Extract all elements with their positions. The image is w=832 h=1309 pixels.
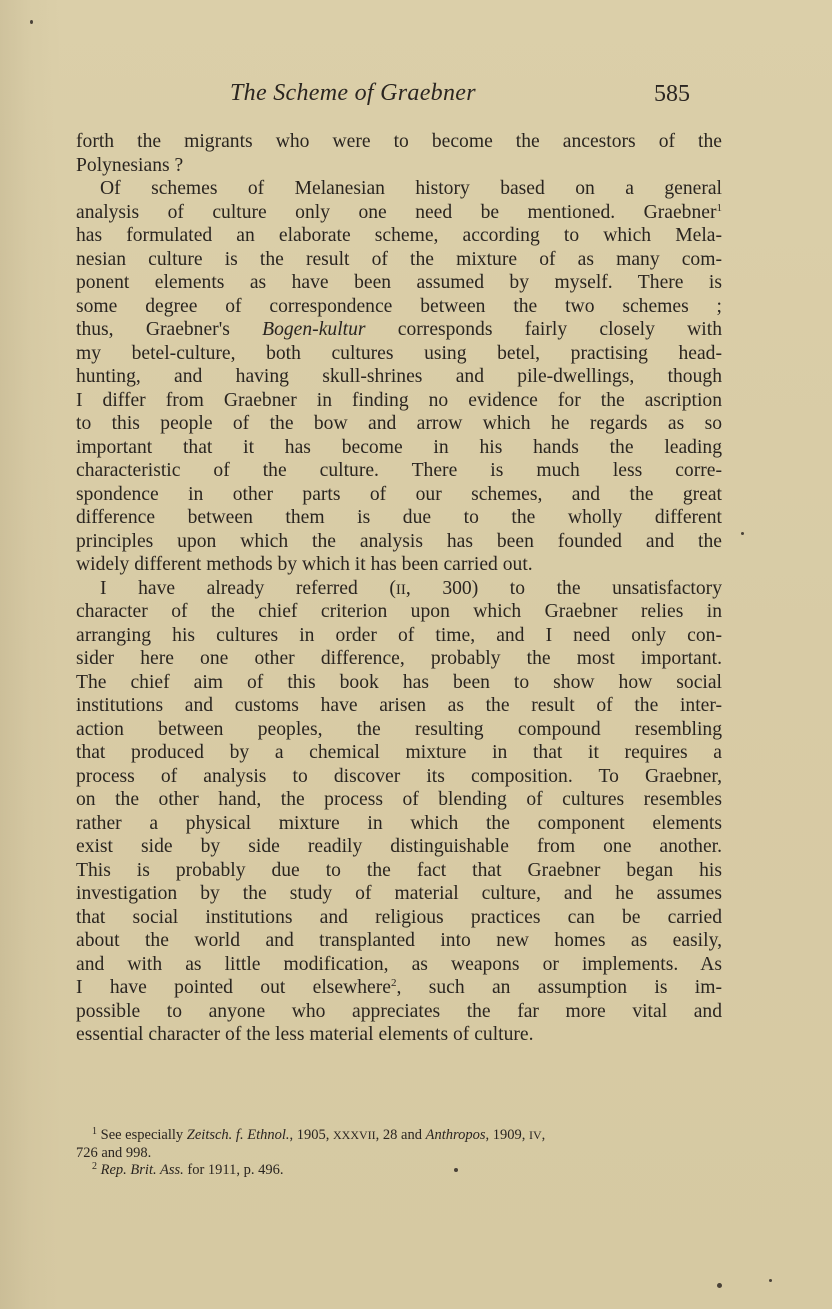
text-span: , <box>541 1127 546 1143</box>
text-line: characteristic of the culture. There is much less corre- <box>76 460 722 481</box>
text-line: difference between them is due to the wholly different <box>76 507 722 528</box>
text-span: , 300) to the unsatisfactory <box>405 577 722 599</box>
volume-numeral: II <box>395 581 406 598</box>
text-line: widely different methods by which it has been carried out. <box>76 554 533 575</box>
text-line: rather a physical mixture in which the component elements <box>76 812 722 834</box>
text-line <box>76 577 722 601</box>
volume-numeral: XXXVII <box>333 1128 376 1142</box>
text-line: nesian culture is the result of the mixture of as many com- <box>76 248 722 270</box>
scan-speck <box>454 1168 458 1172</box>
text-span: I have already referred ( <box>100 577 396 599</box>
text-line: that produced by a chemical mixture in that it requires a <box>76 742 722 763</box>
text-line: investigation by the study of material culture, and he assumes <box>76 883 722 904</box>
text-line: hunting, and having skull-shrines and pile-dwellings, though <box>76 366 722 387</box>
text-line: This is probably due to the fact that Graebner began his <box>76 859 722 881</box>
text-line: sider here one other difference, probably the most important. <box>76 648 722 669</box>
text-line: essential character of the less material elements of culture. <box>76 1024 534 1045</box>
text-line: action between peoples, the resulting compound resembling <box>76 718 722 740</box>
text-span: , 1905, <box>289 1127 334 1143</box>
footnote-2 <box>76 1162 722 1180</box>
text-line: about the world and transplanted into new homes as easily, <box>76 930 722 951</box>
text-line: forth the migrants who were to become the ancestors of the <box>76 131 722 152</box>
text-line: process of analysis to discover its composition. To Graebner, <box>76 765 722 787</box>
text-line: principles upon which the analysis has been founded and the <box>76 530 722 552</box>
text-span: , 28 and <box>375 1127 426 1143</box>
footnote-ref-2[interactable]: 2 <box>390 977 397 989</box>
footnote-1-continuation: 726 and 998. <box>76 1144 152 1161</box>
paragraph-2 <box>76 177 722 577</box>
footnote-1 <box>76 1127 722 1145</box>
text-span: I have pointed out elsewhere <box>76 977 391 998</box>
page-number: 585 <box>654 81 690 107</box>
text-line: important that it has become in his hands the leading <box>76 436 722 458</box>
text-line: some degree of correspondence between the two schemes ; <box>76 295 722 317</box>
running-title: The Scheme of Graebner <box>230 80 476 106</box>
text-line: Of schemes of Melanesian history based on a general <box>100 178 722 199</box>
text-line: and with as little modification, as weapons or implements. As <box>76 953 722 975</box>
scan-speck <box>741 532 744 535</box>
text-line: my betel-culture, both cultures using betel, practising head- <box>76 342 722 364</box>
body-text <box>76 130 722 1047</box>
scan-speck <box>769 1279 772 1282</box>
footnote-marker: 1 <box>92 1126 97 1137</box>
text-span: , 1909, <box>485 1127 529 1143</box>
footnote-marker: 2 <box>92 1161 97 1172</box>
text-span: for 1911, p. 496. <box>183 1162 284 1178</box>
text-line <box>76 318 722 342</box>
volume-numeral: IV <box>529 1128 542 1142</box>
scan-speck <box>717 1283 722 1288</box>
text-span: analysis of culture only one need be mentioned. Graebner <box>76 201 717 223</box>
text-line: spondence in other parts of our schemes, and the great <box>76 483 722 505</box>
paragraph-3 <box>76 577 722 1047</box>
text-line: I differ from Graebner in finding no evidence for the ascription <box>76 389 722 411</box>
text-span: See especially <box>100 1127 187 1143</box>
text-line <box>76 976 722 1000</box>
text-span: corresponds fairly closely with <box>365 319 722 340</box>
text-line: arranging his cultures in order of time, and I need only con- <box>76 624 722 646</box>
text-line: ponent elements as have been assumed by myself. There is <box>76 272 722 293</box>
text-line: institutions and customs have arisen as the result of the inter- <box>76 695 722 716</box>
text-span: thus, Graebner's <box>76 319 263 340</box>
text-line <box>76 201 722 225</box>
text-line: character of the chief criterion upon which Graebner relies in <box>76 601 722 622</box>
text-line: has formulated an elaborate scheme, according to which Mela- <box>76 225 722 246</box>
journal-title: Zeitsch. f. Ethnol. <box>186 1127 290 1143</box>
text-line: The chief aim of this book has been to show how social <box>76 671 722 693</box>
journal-title: Anthropos <box>425 1127 486 1143</box>
footnote-ref-1[interactable]: 1 <box>716 201 722 214</box>
scan-speck <box>30 20 33 24</box>
journal-title: Rep. Brit. Ass. <box>100 1162 184 1178</box>
footnotes <box>76 1127 722 1180</box>
text-line: possible to anyone who appreciates the far more vital and <box>76 1000 722 1022</box>
text-line: on the other hand, the process of blending of cultures resembles <box>76 789 722 810</box>
text-line: Polynesians ? <box>76 154 184 176</box>
page-header <box>0 80 832 114</box>
paragraph-1 <box>76 130 722 177</box>
text-line: to this people of the bow and arrow which he regards as so <box>76 413 722 434</box>
text-span: , such an assumption is im- <box>396 977 722 998</box>
text-line: exist side by side readily distinguishable from one another. <box>76 836 722 857</box>
text-line: that social institutions and religious practices can be carried <box>76 906 722 928</box>
italic-term-bogen-kultur: Bogen-kultur <box>262 319 366 340</box>
